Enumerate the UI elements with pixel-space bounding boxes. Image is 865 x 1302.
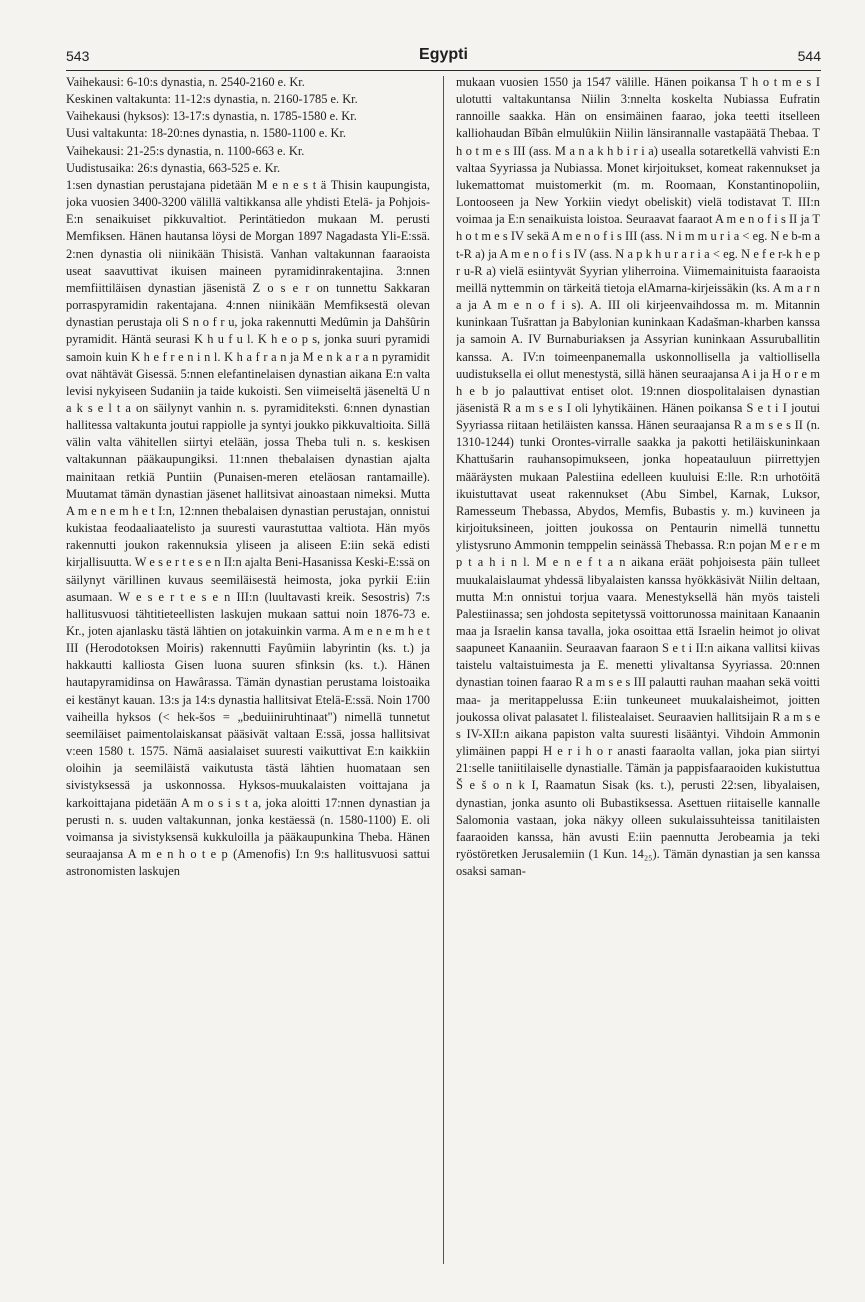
paragraph: Keskinen valtakunta: 11-12:s dynastia, n. 2160-1785 e. Kr. — [66, 92, 358, 107]
paragraph: mukaan vuosien 1550 ja 1547 välille. Hänen poikansa T h o t m e s I ulotutti valtakuntansa Niilin 3:nnelta koskelta Nubiassa Eufratin rannoille saakka. Hän on ensimäinen faarao, joka teetti itselleen kalliohaudan Bîbân elmulûkiin Niilin länsirannalle vastapäätä Thebaa. T h o t m e s III (ass. M a n a k h b i r i a) usealla sotaretkellä vahvisti E:n valtaa Syyriassa ja Nubiassa. Monet kirjoitukset, komeat rakennukset ja lukemattomat muistomerkit (m. m. Roomaan, Konstantinopoliin, Lontooseen ja New Yorkiin viedyt obeliskit) vielä todistavat T. III:n voimaa ja E:n senaikuista loistoa. Seuraavat faaraot A m e n o f i s II ja T h o t m e s IV sekä A m e n o f i s III (ass. N i m m u r i a < eg. N e b-m a t-R a) ja A m e n o f i s IV (ass. N a p k h u r a r i a < eg. N e f e r-k h e p r u-R a) vielä esiintyvät Syyrian yliherroina. Viimemainituista faaraoista meillä nyttemmin on tärkeitä tietoja elAmarna-kirjeissäkin (ks. A m a r n a ja A m e n o f i s). A. III oli kirjeenvaihdossa m. m. Mitannin kuninkaan Tušrattan ja Babylonian kuninkaan Kadašman-kharben kanssa ja samoin A. IV Burnaburiaksen ja Assyrian kuninkaan Assuruballitin kanssa. A. IV:n toimeenpanemalla uskonnollisella ja valtiollisella uudistuksella ei ollut menestystä, sillä hänen seuraajansa A i ja H o r e m h e b jo palauttivat entiset olot. 19:nnen diospolitalaisen dynastian jäsenistä R a m s e s I oli lyhytikäinen. Hänen poikansa S e t i I joutui Syyriassa riitaan hetiläisten kanssa. Hänen seuraajansa R a m s e s II (n. 1310-1244) tunki Orontes-virralle saakka ja pakotti hetiläiskuninkaan Khattušarin rauhansopimukseen, jonka hopeatauluun piirrettyjen määräysten mukaan Palestiina edelleen kuuluisi E:lle. R:n urhotöitä ikuistuttavat useat rakennukset (Abu Simbel, Karnak, Luksor, Ramesseum Thebassa, Abydos, Memfis, Bubastis y. m.) kuvineen ja kirjoituksineen, joitten joukossa on Pentaurin nimellä tunnettu ylistysruno Ammonin temppelin seinässä Thebassa. R:n pojan M e r e m p t a h i n l. M e n e f t a n aikana eräät pohjoisesta päin tulleet muukalaislaumat yhdessä libyalaisten kanssa hyökkäsivät Niilin deltaan, mutta M:n onnistui torjua vaara. Menestyksellä hän myös taisteli Palestiinassa; sen johdosta sepitetyssä voittorunossa mainitaan Kanaanin maa ja Israelin kansa tavalla, joka osoittaa että Israelin heimot jo olivat saapuneet Kanaaniin. Seuraavan faaraon S e t i II:n aikana vallitsi kiivas taistelu valtaistuimesta ja E. menetti ylivaltansa Syyriassa. 20:nnen dynastian toinen faarao R a m s e s III palautti rauhan maahan sekä voitti maa- ja meritappelussa E:iin tunkeuneet muukalaisheimot, joitten joukossa olivat palasatet l. filistealaiset. Seuraavien hallitsijain R a m s e s IV-XII:n aikana papiston valta suuresti lisääntyi. Vihdoin Ammonin ylimäinen pappi H e r i h o r anasti faaraolta vallan, joka pian siirtyi 21:selle taniitilaiselle dynastialle. Tämän ja pappisfaaraoiden kukistuttua Š e š o n k I, Raamatun Sisak (ks. t.), perusti 22:sen, libyalaisen, dynastian, jonka asunto oli Bubastiksessa. Asettuen riitaiselle kannalle Salomonia vastaan, joka näkyy olleen sukulaissuhteissa tanitilaisten faaraoiden kanssa, hän avusti E:iin paennutta Jerobeamia ja teki ryöstöretken Jerusalemiin (1 Kun. 14₂₅). Tämän dynastian ja sen kanssa osaksi saman- — [456, 75, 820, 879]
left-column — [66, 74, 430, 1264]
right-column — [456, 74, 820, 1264]
right-page-number: 544 — [797, 48, 821, 64]
paragraph: Uudistusaika: 26:s dynastia, 663-525 e. Kr. — [66, 160, 281, 175]
paragraph: Vaihekausi: 21-25:s dynastia, n. 1100-663 e. Kr. — [66, 143, 305, 158]
paragraph: Uusi valtakunta: 18-20:nes dynastia, n. 1580-1100 e. Kr. — [66, 126, 347, 141]
paragraph: Vaihekausi (hyksos): 13-17:s dynastia, n. 1785-1580 e. Kr. — [66, 109, 357, 124]
column-divider — [443, 76, 444, 1264]
paragraph: 1:sen dynastian perustajana pidetään M e n e s t ä Thisin kaupungista, joka vuosien 3400-3200 välillä valtikkansa alle yhdisti Etelä- ja Pohjois-E:n senaikuiset pikkuvaltiot. Perintätiedon mukaan M. perusti Memfiksen. Hänen hautansa löysi de Morgan 1897 Nagadasta Yli-E:ssä. 2:nen dynastia oli niinikään Thisistä. Vanhan valtakunnan faaraoista useat saavuttivat ikuisen maineen pyramidinrakentajina. 3:nnen memfiittiläisen dynastian jäsenistä Z o s e r on tunnettu Sakkaran porraspyramidin rakentajana. 4:nnen niinikään Memfiksestä olevan dynastian perustaja oli S n o f r u, joka rakennutti Medûmin ja Dahšûrin pyramidit. Häntä seurasi K h u f u l. K h e o p s, jonka suuri pyramidi samoin kuin K h e f r e n i n l. K h a f r a n ja M e n k a r a n pyramidit ovat nähtävät Gisessä. 5:nnen elefantinelaisen dynastian aikana E:n valta levisi nykyiseen Sudaniin ja taide kukoisti. Sen viimeiseltä jäseneltä U n a k s e l t a on säilynyt vanhin n. s. pyramiditeksti. 6:nnen dynastian hallitessa valtakunta joutui rappiolle ja syntyi joukko pikkuvaltioita. Sillä välin valta vähitellen siirtyi etelään, jossa Theba tuli n. s. keskisen valtakunnan pääkaupungiksi. 11:nnen thebalaisen dynastian ajalta mainitaan retkiä Puntiin (Punaisen-meren eteläosan rantamaille). Muutamat tämän dynastian jäsenet hallitsivat ainoastaan nimeksi. Mutta A m e n e m h e t I:n, 12:nnen thebalaisen dynastian perustajan, onnistui kukistaa feodaaliaatelisto ja suuresti vaurastuttaa valtiota. Hän myös rakennutti joukon rakennuksia yliseen ja aliseen E:iin sekä edisti kirjallisuutta. W e s e r t e s e n II:n ajalta Beni-Hasanissa Keski-E:ssä on säilynyt värillinen kuvaus seemiläisestä heimosta, joka pyrkii E:iin asumaan. W e s e r t e s e n III:n (luultavasti kreik. Sesostris) 7:s hallitusvuosi tähtitieteellisten laskujen mukaan sattui noin 1876-73 e. Kr., joten ajanlasku tästä lähtien on jotakuinkin varma. A m e n e m h e t III (Herodotoksen Moiris) rakennutti Fayûmiin labyrintin (ks. t.) ja hakkautti kalliosta Gisen luona suuren sfinksin (ks. t.). Hänen hautapyramidinsa on Hawârassa. Tämän dynastian perustama loistoaika ei kestänyt kauan. 13:s ja 14:s dynastia hallitsivat Etelä-E:ssä. Noin 1700 vaiheilla hyksos (< hek-šos = „beduiiniruhtinaat") nimellä tunnetut seemiläiset paimentolaiskansat pääsivät valtaan E:ssä, jossa hallitsivat v:een 1580 t. 1575. Nämä aasialaiset suuresti vaikuttivat E:n kaikkiin oloihin ja seemiläistä vaikutusta tästä lähtien huomataan sen sivistyksessä ja uskonnossa. Hyksos-muukalaisten voittajana ja karkoittajana pidetään A m o s i s t a, joka aloitti 17:nnen dynastian ja perusti n. s. uuden valtakunnan, jonka kestäessä (n. 1580-1100) E. oli voimansa ja sivistyksensä kukkuloilla ja pääkaupunkina Theba. Hänen seuraajansa A m e n h o t e p (Amenofis) I:n 9:s hallitusvuosi sattui astronomisten laskujen — [66, 177, 430, 879]
page-header — [66, 40, 821, 71]
paragraph: Vaihekausi: 6-10:s dynastia, n. 2540-2160 e. Kr. — [66, 75, 305, 89]
running-title: Egypti — [419, 46, 468, 63]
left-page-number: 543 — [66, 48, 90, 64]
